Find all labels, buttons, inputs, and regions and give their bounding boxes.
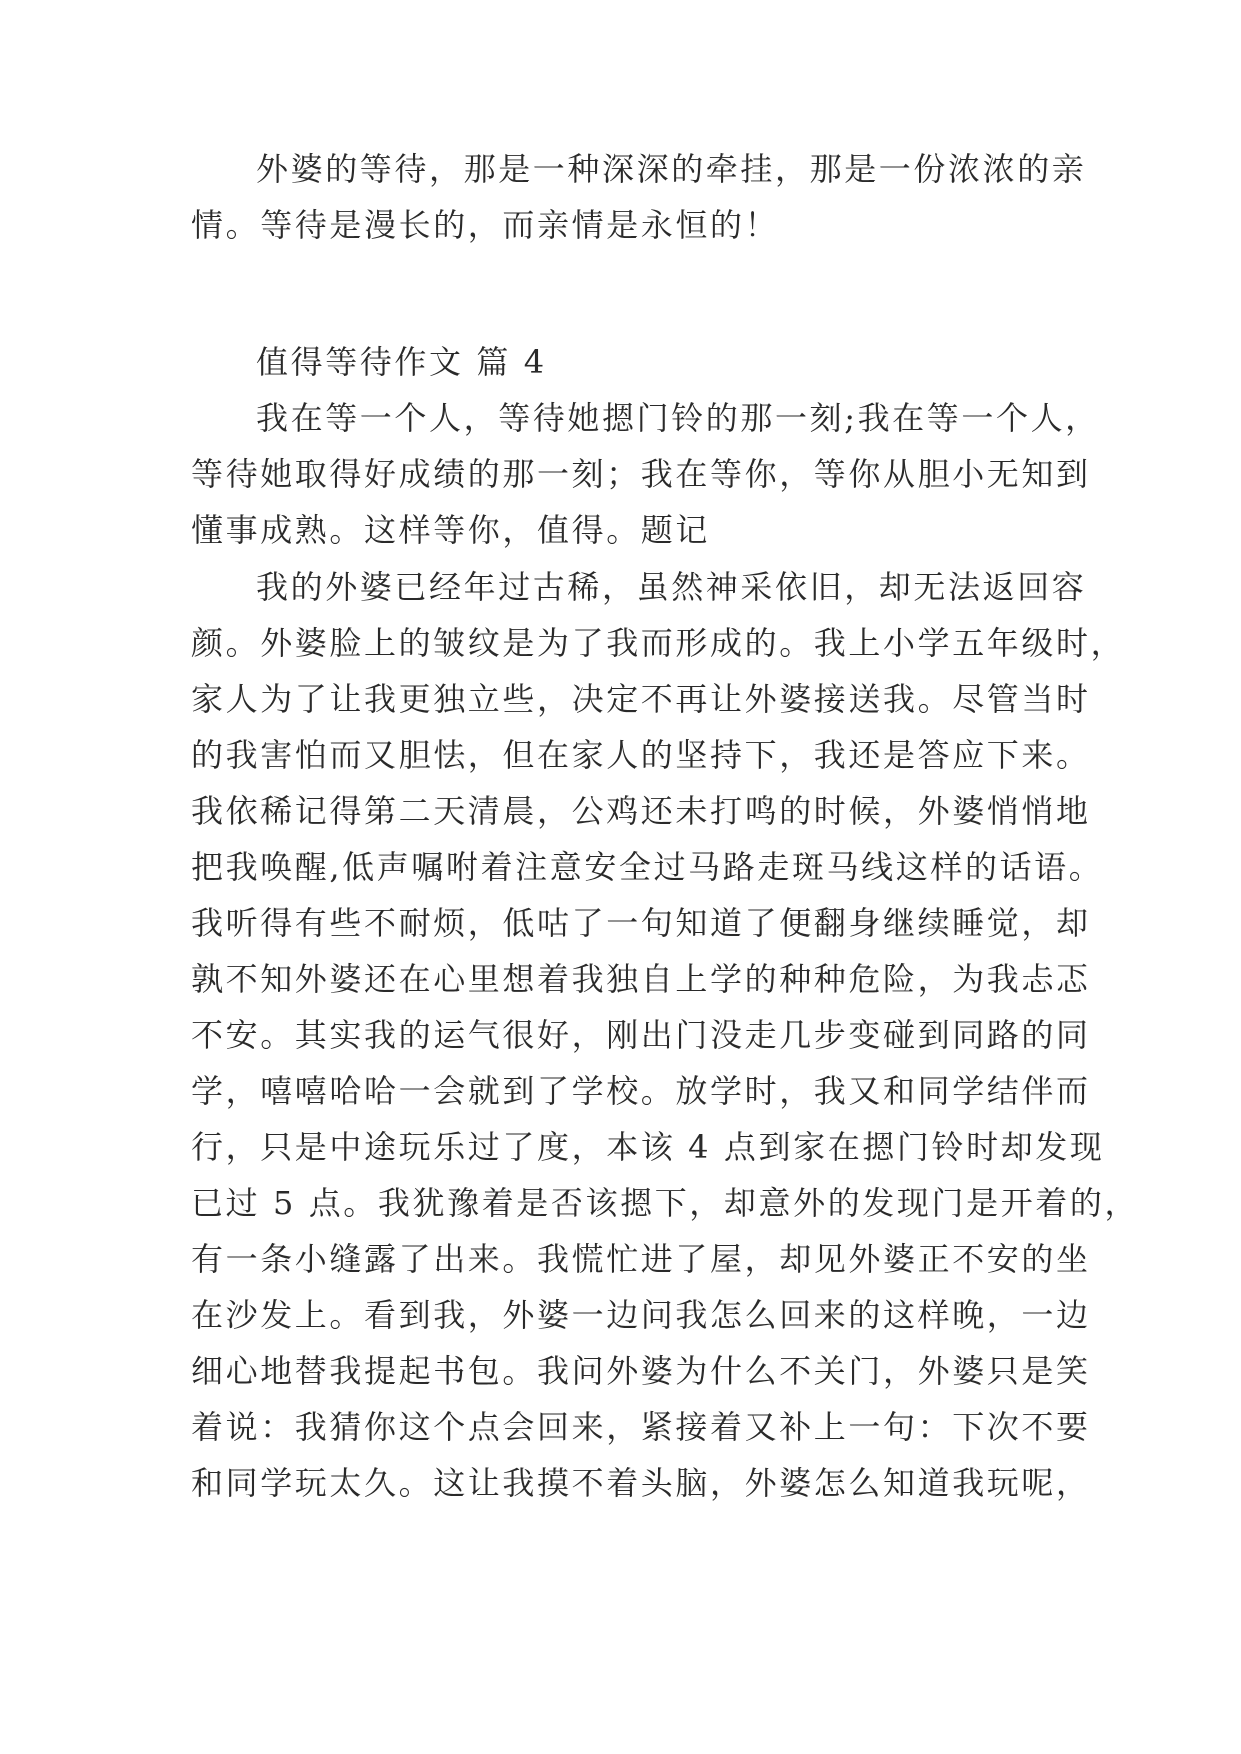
paragraph-line: 有一条小缝露了出来。我慌忙进了屋，却见外婆正不安的坐 xyxy=(191,1240,1091,1278)
paragraph-line: 学，嘻嘻哈哈一会就到了学校。放学时，我又和同学结伴而 xyxy=(191,1072,1091,1110)
paragraph-line: 家人为了让我更独立些，决定不再让外婆接送我。尽管当时 xyxy=(191,680,1091,718)
paragraph-line: 在沙发上。看到我，外婆一边问我怎么回来的这样晚，一边 xyxy=(191,1296,1091,1334)
paragraph-line: 把我唤醒,低声嘱咐着注意安全过马路走斑马线这样的话语。 xyxy=(191,848,1104,886)
paragraph-line: 颜。外婆脸上的皱纹是为了我而形成的。我上小学五年级时， xyxy=(191,624,1126,662)
paragraph-line: 外婆的等待，那是一种深深的牵挂，那是一份浓浓的亲 xyxy=(256,150,1087,188)
paragraph-line: 不安。其实我的运气很好，刚出门没走几步变碰到同路的同 xyxy=(191,1016,1091,1054)
paragraph-line: 我的外婆已经年过古稀，虽然神采依旧，却无法返回容 xyxy=(256,568,1087,606)
paragraph-line: 细心地替我提起书包。我问外婆为什么不关门，外婆只是笑 xyxy=(191,1352,1091,1390)
paragraph-line: 我在等一个人，等待她摁门铃的那一刻;我在等一个人， xyxy=(256,399,1100,437)
paragraph-line: 和同学玩太久。这让我摸不着头脑，外婆怎么知道我玩呢， xyxy=(191,1464,1091,1502)
paragraph-line: 已过 5 点。我犹豫着是否该摁下，却意外的发现门是开着的， xyxy=(191,1184,1140,1222)
paragraph-line: 情。等待是漫长的，而亲情是永恒的！ xyxy=(191,206,780,244)
section-heading: 值得等待作文 篇 4 xyxy=(256,343,547,381)
paragraph-line: 行，只是中途玩乐过了度，本该 4 点到家在摁门铃时却发现 xyxy=(191,1128,1105,1166)
paragraph-line: 懂事成熟。这样等你，值得。题记 xyxy=(191,511,711,549)
paragraph-line: 着说：我猜你这个点会回来，紧接着又补上一句：下次不要 xyxy=(191,1408,1091,1446)
paragraph-line: 我听得有些不耐烦，低咕了一句知道了便翻身继续睡觉，却 xyxy=(191,904,1091,942)
paragraph-line: 孰不知外婆还在心里想着我独自上学的种种危险，为我忐忑 xyxy=(191,960,1091,998)
paragraph-line: 的我害怕而又胆怯，但在家人的坚持下，我还是答应下来。 xyxy=(191,736,1091,774)
paragraph-line: 我依稀记得第二天清晨，公鸡还未打鸣的时候，外婆悄悄地 xyxy=(191,792,1091,830)
paragraph-line: 等待她取得好成绩的那一刻；我在等你，等你从胆小无知到 xyxy=(191,455,1091,493)
